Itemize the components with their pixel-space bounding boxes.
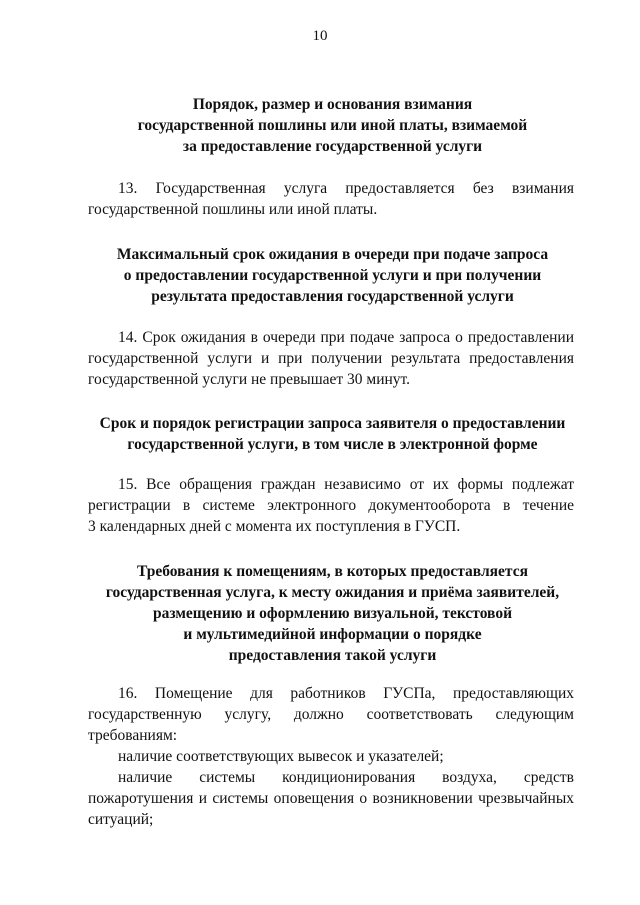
paragraph-line: требованиям: bbox=[88, 727, 178, 744]
paragraph-line: наличие системы кондиционирования воздуха, средств bbox=[118, 769, 574, 786]
heading-line: государственная услуга, к месту ожидания и приёма заявителей, bbox=[105, 584, 560, 601]
heading-line: Порядок, размер и основания взимания bbox=[192, 96, 473, 113]
paragraph-line: 14. Срок ожидания в очереди при подаче запроса о предоставлении bbox=[118, 329, 574, 346]
paragraph-16 bbox=[88, 683, 574, 830]
heading-line: предоставления такой услуги bbox=[228, 647, 437, 664]
paragraph-line: государственной услуги и при получении результата предоставления bbox=[88, 350, 574, 367]
paragraph-line: наличие соответствующих вывесок и указателей; bbox=[118, 748, 444, 765]
heading-line: Требования к помещениям, в которых предоставляется bbox=[136, 563, 529, 580]
heading-line: о предоставлении государственной услуги и при получении bbox=[123, 267, 542, 284]
paragraph-13 bbox=[88, 178, 574, 220]
paragraph-line: государственной пошлины или иной платы. bbox=[88, 201, 378, 218]
heading-line: за предоставление государственной услуги bbox=[182, 138, 483, 155]
paragraph-14 bbox=[88, 327, 574, 390]
section-heading-fee bbox=[60, 94, 605, 157]
heading-line: Срок и порядок регистрации запроса заявителя о предоставлении bbox=[99, 415, 566, 432]
heading-line: государственной услуги, в том числе в электронной форме bbox=[127, 436, 538, 453]
heading-line: размещению и оформлению визуальной, текстовой bbox=[152, 605, 513, 622]
paragraph-line: 3 календарных дней с момента их поступления в ГУСП. bbox=[88, 518, 461, 535]
paragraph-line: 16. Помещение для работников ГУСПа, предоставляющих bbox=[118, 685, 574, 702]
paragraph-15 bbox=[88, 474, 574, 537]
page-number: 10 bbox=[312, 28, 328, 44]
paragraph-line: 15. Все обращения граждан независимо от их формы подлежат bbox=[118, 476, 574, 493]
heading-line: и мультимедийной информации о порядке bbox=[183, 626, 482, 643]
section-heading-registration bbox=[60, 413, 605, 455]
heading-line: Максимальный срок ожидания в очереди при подаче запроса bbox=[116, 246, 549, 263]
heading-line: результата предоставления государственной услуги bbox=[151, 288, 514, 305]
paragraph-line: государственную услугу, должно соответствовать следующим bbox=[88, 706, 574, 723]
paragraph-line: пожаротушения и системы оповещения о возникновении чрезвычайных bbox=[88, 790, 574, 807]
paragraph-line: 13. Государственная услуга предоставляется без взимания bbox=[118, 180, 574, 197]
paragraph-line: регистрации в системе электронного документооборота в течение bbox=[88, 497, 574, 514]
heading-line: государственной пошлины или иной платы, взимаемой bbox=[137, 117, 528, 134]
paragraph-line: государственной услуги не превышает 30 минут. bbox=[88, 371, 411, 388]
section-heading-waiting-time bbox=[60, 244, 605, 307]
paragraph-line: ситуаций; bbox=[88, 811, 154, 828]
section-heading-premises bbox=[60, 561, 605, 666]
